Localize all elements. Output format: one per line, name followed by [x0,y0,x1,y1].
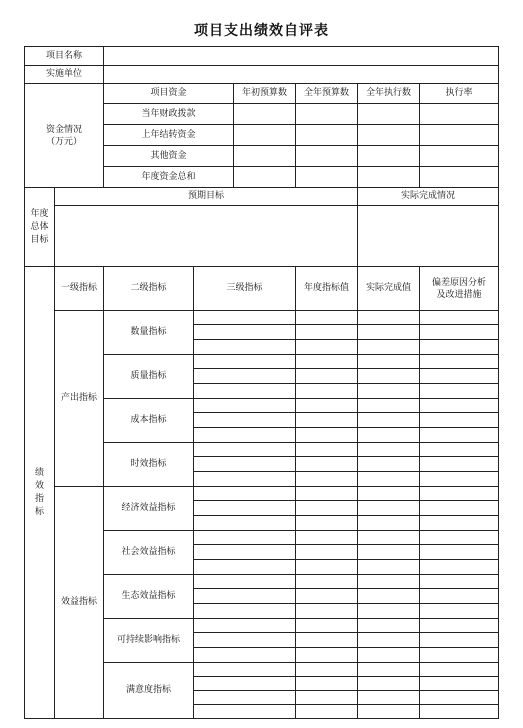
target-cell[interactable] [296,545,358,560]
fund-cell[interactable] [296,167,358,188]
target-cell[interactable] [296,619,358,633]
fund-cell[interactable] [358,125,420,146]
fund-row-label: 当年财政拨款 [104,104,234,125]
deviation-cell[interactable] [420,501,499,516]
level3-cell[interactable] [194,487,296,501]
target-cell[interactable] [296,457,358,472]
fund-row-label: 其他资金 [104,146,234,167]
target-cell[interactable] [296,369,358,384]
level3-cell[interactable] [194,604,296,619]
fund-row-label: 年度资金总和 [104,167,234,188]
actual-cell[interactable] [358,340,420,355]
actual-cell[interactable] [358,545,420,560]
table-body [25,47,499,719]
level3-cell[interactable] [194,531,296,545]
level2-label: 成本指标 [104,399,194,443]
fund-cell[interactable] [358,146,420,167]
project-name-label: 项目名称 [25,47,104,66]
fund-col-initial-budget: 年初预算数 [234,84,296,104]
deviation-cell[interactable] [420,545,499,560]
deviation-cell[interactable] [420,487,499,501]
deviation-cell[interactable] [420,619,499,633]
level2-label: 质量指标 [104,355,194,399]
fund-cell[interactable] [420,125,499,146]
level3-cell[interactable] [194,648,296,663]
fund-row-label: 上年结转资金 [104,125,234,146]
implementing-unit-value[interactable] [104,66,499,84]
goal-col-expected: 预期目标 [55,188,358,206]
deviation-cell[interactable] [420,443,499,457]
fund-col-full-year-exec: 全年执行数 [358,84,420,104]
level2-label: 社会效益指标 [104,531,194,575]
level3-cell[interactable] [194,663,296,677]
target-cell[interactable] [296,413,358,428]
actual-cell[interactable] [358,691,420,705]
level3-cell[interactable] [194,619,296,633]
perf-col-deviation: 偏差原因分析 及改进措施 [420,267,499,311]
deviation-cell[interactable] [420,340,499,355]
fund-cell[interactable] [420,146,499,167]
deviation-cell[interactable] [420,516,499,531]
deviation-cell[interactable] [420,531,499,545]
actual-cell[interactable] [358,428,420,443]
target-cell[interactable] [296,384,358,399]
target-cell[interactable] [296,399,358,413]
fund-col-exec-rate: 执行率 [420,84,499,104]
deviation-cell[interactable] [420,472,499,487]
fund-cell[interactable] [234,167,296,188]
actual-cell[interactable] [358,663,420,677]
perf-col-actual: 实际完成值 [358,267,420,311]
deviation-cell[interactable] [420,560,499,575]
target-cell[interactable] [296,355,358,369]
page-title: 项目支出绩效自评表 [194,23,329,39]
level3-cell[interactable] [194,325,296,340]
deviation-cell[interactable] [420,705,499,719]
level3-cell[interactable] [194,472,296,487]
deviation-cell[interactable] [420,399,499,413]
level3-cell[interactable] [194,691,296,705]
level3-cell[interactable] [194,443,296,457]
level3-cell[interactable] [194,311,296,325]
deviation-cell[interactable] [420,663,499,677]
level3-cell[interactable] [194,545,296,560]
fund-cell[interactable] [420,167,499,188]
actual-cell[interactable] [358,325,420,340]
actual-cell[interactable] [358,648,420,663]
deviation-cell[interactable] [420,457,499,472]
annual-goal-label: 年度 总体 目标 [25,188,55,267]
level3-cell[interactable] [194,384,296,399]
actual-cell[interactable] [358,677,420,691]
target-cell[interactable] [296,663,358,677]
implementing-unit-label: 实施单位 [25,66,104,84]
level2-label: 生态效益指标 [104,575,194,619]
self-evaluation-table [24,46,499,719]
actual-cell[interactable] [358,369,420,384]
target-cell[interactable] [296,705,358,719]
deviation-cell[interactable] [420,413,499,428]
target-cell[interactable] [296,487,358,501]
actual-cell[interactable] [358,399,420,413]
output-group-label: 产出指标 [55,311,104,487]
level2-label: 经济效益指标 [104,487,194,531]
level3-cell[interactable] [194,369,296,384]
level3-cell[interactable] [194,340,296,355]
actual-cell[interactable] [358,516,420,531]
actual-goal-value[interactable] [358,206,499,267]
target-cell[interactable] [296,575,358,589]
actual-cell[interactable] [358,705,420,719]
level3-cell[interactable] [194,516,296,531]
deviation-cell[interactable] [420,691,499,705]
actual-cell[interactable] [358,443,420,457]
target-cell[interactable] [296,648,358,663]
actual-cell[interactable] [358,355,420,369]
target-cell[interactable] [296,531,358,545]
perf-col-level1: 一级指标 [55,267,104,311]
actual-cell[interactable] [358,589,420,604]
level2-label: 数量指标 [104,311,194,355]
actual-cell[interactable] [358,619,420,633]
fund-cell[interactable] [296,125,358,146]
deviation-cell[interactable] [420,384,499,399]
deviation-cell[interactable] [420,428,499,443]
target-cell[interactable] [296,633,358,648]
level3-cell[interactable] [194,457,296,472]
deviation-cell[interactable] [420,369,499,384]
project-name-value[interactable] [104,47,499,66]
target-cell[interactable] [296,589,358,604]
level3-cell[interactable] [194,677,296,691]
target-cell[interactable] [296,325,358,340]
level3-cell[interactable] [194,575,296,589]
level2-label: 时效指标 [104,443,194,487]
level2-label: 可持续影响指标 [104,619,194,663]
fund-col-item: 项目资金 [104,84,234,104]
target-cell[interactable] [296,311,358,325]
fund-cell[interactable] [296,146,358,167]
actual-cell[interactable] [358,633,420,648]
deviation-cell[interactable] [420,325,499,340]
level3-cell[interactable] [194,428,296,443]
fund-section-label: 资金情况 （万元） [25,84,104,188]
actual-cell[interactable] [358,384,420,399]
target-cell[interactable] [296,472,358,487]
fund-cell[interactable] [296,104,358,125]
target-cell[interactable] [296,428,358,443]
level3-cell[interactable] [194,560,296,575]
fund-cell[interactable] [358,167,420,188]
goal-col-actual: 实际完成情况 [358,188,499,206]
fund-cell[interactable] [234,146,296,167]
level3-cell[interactable] [194,413,296,428]
deviation-cell[interactable] [420,677,499,691]
deviation-cell[interactable] [420,355,499,369]
target-cell[interactable] [296,691,358,705]
level3-cell[interactable] [194,589,296,604]
target-cell[interactable] [296,340,358,355]
fund-cell[interactable] [234,104,296,125]
fund-cell[interactable] [234,125,296,146]
target-cell[interactable] [296,516,358,531]
level3-cell[interactable] [194,501,296,516]
perf-col-level3: 三级指标 [194,267,296,311]
perf-col-target: 年度指标值 [296,267,358,311]
perf-col-level2: 二级指标 [104,267,194,311]
level3-cell[interactable] [194,399,296,413]
actual-cell[interactable] [358,501,420,516]
target-cell[interactable] [296,604,358,619]
target-cell[interactable] [296,501,358,516]
fund-col-full-year-budget: 全年预算数 [296,84,358,104]
actual-cell[interactable] [358,604,420,619]
benefit-group-label: 效益指标 [55,487,104,719]
deviation-cell[interactable] [420,589,499,604]
actual-cell[interactable] [358,311,420,325]
fund-cell[interactable] [358,104,420,125]
fund-cell[interactable] [420,104,499,125]
deviation-cell[interactable] [420,604,499,619]
deviation-cell[interactable] [420,648,499,663]
deviation-cell[interactable] [420,311,499,325]
deviation-cell[interactable] [420,633,499,648]
target-cell[interactable] [296,677,358,691]
actual-cell[interactable] [358,457,420,472]
actual-cell[interactable] [358,487,420,501]
target-cell[interactable] [296,560,358,575]
level3-cell[interactable] [194,355,296,369]
level3-cell[interactable] [194,705,296,719]
expected-goal-value[interactable] [55,206,358,267]
actual-cell[interactable] [358,472,420,487]
actual-cell[interactable] [358,575,420,589]
actual-cell[interactable] [358,560,420,575]
target-cell[interactable] [296,443,358,457]
actual-cell[interactable] [358,531,420,545]
actual-cell[interactable] [358,413,420,428]
level2-label: 满意度指标 [104,663,194,719]
level3-cell[interactable] [194,633,296,648]
perf-indicators-label: 绩 效 指 标 [25,267,55,719]
deviation-cell[interactable] [420,575,499,589]
